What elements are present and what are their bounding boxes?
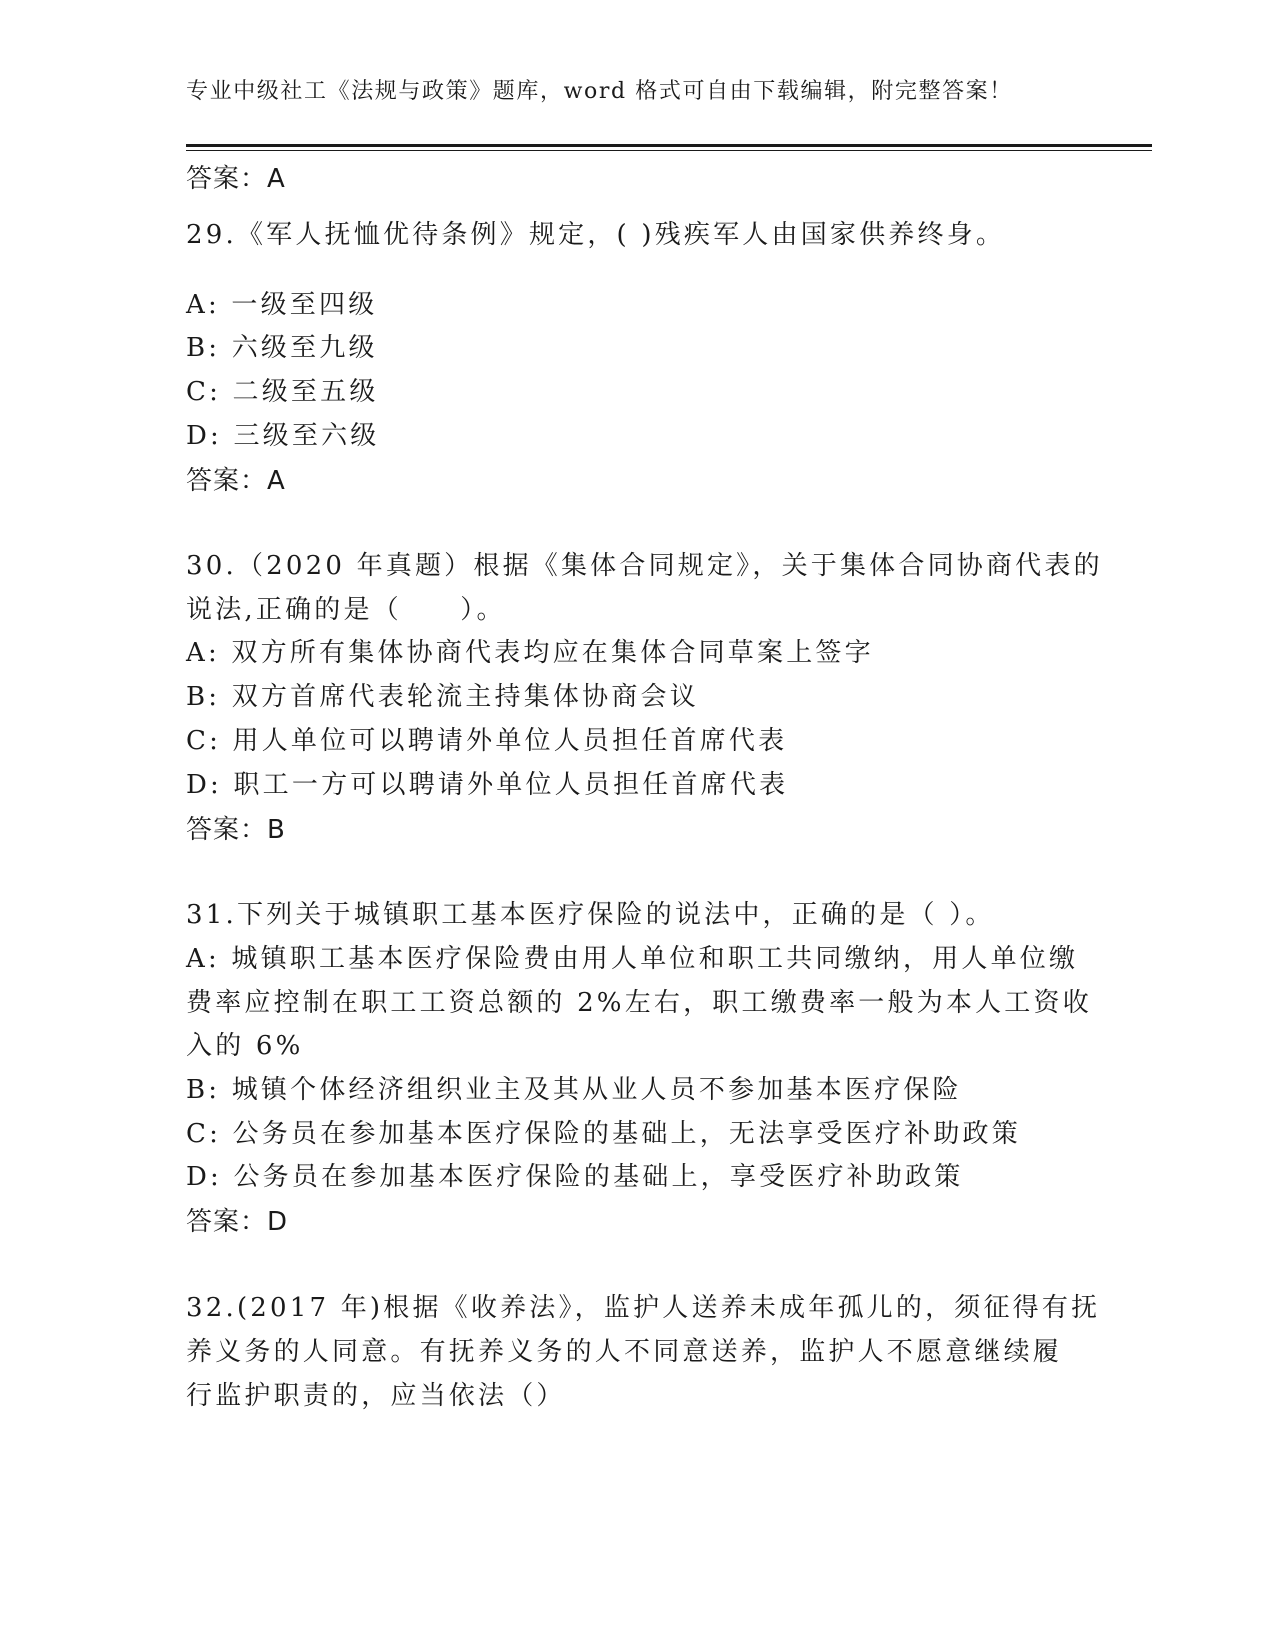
page-header: 专业中级社工《法规与政策》题库，word 格式可自由下载编辑，附完整答案！: [186, 79, 1013, 104]
question-30-stem-line-2: 说法,正确的是（ ）。: [186, 595, 506, 625]
question-31-option-b: B: 城镇个体经济组织业主及其从业人员不参加基本医疗保险: [186, 1075, 962, 1105]
question-31-option-c: C: 公务员在参加基本医疗保险的基础上，无法享受医疗补助政策: [186, 1119, 1021, 1149]
question-31-option-d: D: 公务员在参加基本医疗保险的基础上，享受医疗补助政策: [186, 1162, 964, 1192]
question-31-option-a-line-1: A: 城镇职工基本医疗保险费由用人单位和职工共同缴纳，用人单位缴: [186, 944, 1079, 974]
header-rule-thick: [186, 144, 1152, 147]
question-31-option-a-line-2: 费率应控制在职工工资总额的 2%左右，职工缴费率一般为本人工资收: [186, 988, 1092, 1018]
question-30-option-c: C: 用人单位可以聘请外单位人员担任首席代表: [186, 726, 788, 756]
question-31-option-a-line-3: 入的 6%: [186, 1031, 304, 1061]
question-30-option-a: A: 双方所有集体协商代表均应在集体合同草案上签字: [186, 638, 874, 668]
question-32-stem-line-3: 行监护职责的，应当依法（）: [186, 1381, 566, 1411]
prev-answer: 答案：A: [186, 164, 286, 194]
question-29-option-b: B: 六级至九级: [186, 333, 378, 363]
question-30-answer: 答案：B: [186, 815, 286, 845]
header-rule-thin: [186, 150, 1152, 151]
question-32-stem-line-1: 32.(2017 年)根据《收养法》，监护人送养未成年孤儿的，须征得有抚: [186, 1293, 1101, 1323]
question-29-option-d: D: 三级至六级: [186, 421, 380, 451]
question-29-answer: 答案：A: [186, 466, 286, 496]
question-29-stem: 29.《军人抚恤优待条例》规定，( )残疾军人由国家供养终身。: [186, 220, 1006, 250]
question-32-stem-line-2: 养义务的人同意。有抚养义务的人不同意送养，监护人不愿意继续履: [186, 1337, 1063, 1367]
question-29-option-a: A: 一级至四级: [186, 290, 378, 320]
question-30-option-d: D: 职工一方可以聘请外单位人员担任首席代表: [186, 770, 789, 800]
question-30-stem-line-1: 30.（2020 年真题）根据《集体合同规定》，关于集体合同协商代表的: [186, 551, 1103, 581]
question-31-answer: 答案：D: [186, 1207, 289, 1237]
question-29-option-c: C: 二级至五级: [186, 377, 379, 407]
question-30-option-b: B: 双方首席代表轮流主持集体协商会议: [186, 682, 699, 712]
question-31-stem: 31.下列关于城镇职工基本医疗保险的说法中，正确的是（ ）。: [186, 900, 995, 930]
